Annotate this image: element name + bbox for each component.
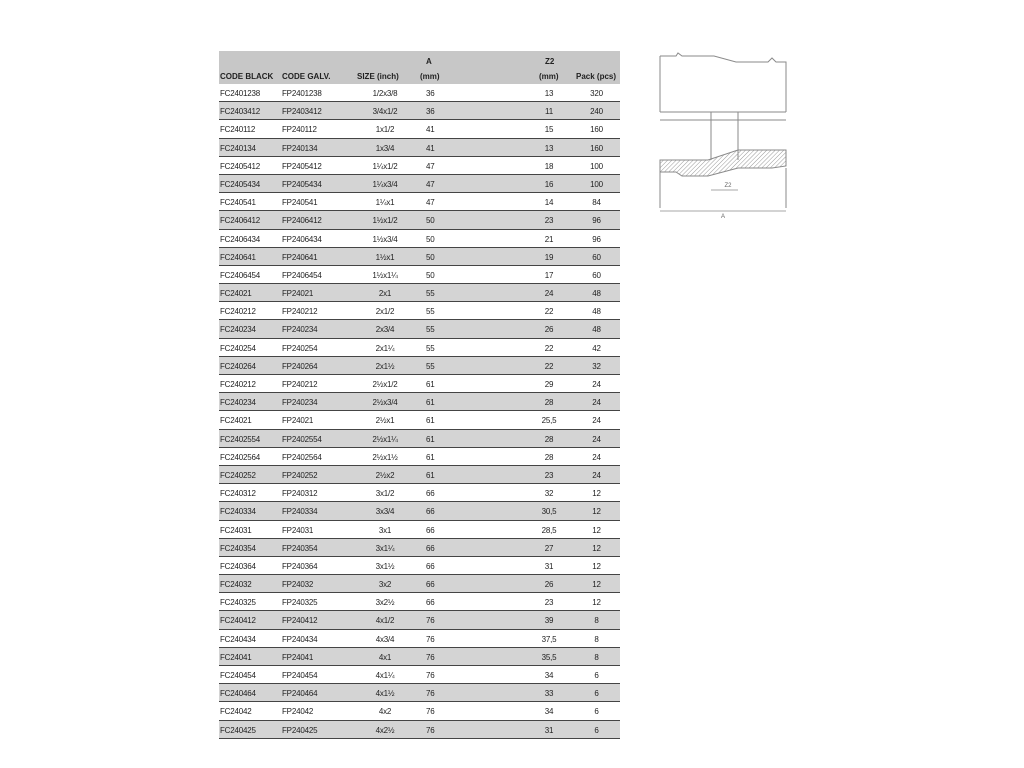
- table-row: [219, 375, 620, 393]
- cell-code-galv: FP240334: [282, 507, 318, 517]
- cell-code-black: FC2402564: [220, 452, 261, 462]
- cell-code-black: FC2402554: [220, 434, 261, 444]
- cell-a: 76: [426, 725, 435, 735]
- table-header: [219, 51, 620, 84]
- cell-code-galv: FP2406412: [282, 216, 322, 226]
- cell-pack: 6: [594, 671, 599, 680]
- cell-code-black: FC2405434: [220, 179, 261, 189]
- table-row: [219, 466, 620, 484]
- cell-code-black: FC24031: [220, 525, 252, 535]
- header-z2-unit: (mm): [539, 72, 559, 81]
- cell-pack: 12: [592, 489, 601, 499]
- cell-pack: 12: [592, 543, 601, 553]
- cell-size: 4x1/2: [375, 616, 395, 626]
- table-row: [219, 211, 620, 229]
- cell-code-black: FC240364: [220, 561, 256, 571]
- cell-a: 55: [426, 307, 435, 317]
- cell-pack: 100: [590, 161, 603, 171]
- cell-pack: 32: [592, 361, 601, 371]
- table-row: [219, 521, 620, 539]
- cell-code-galv: FP240325: [282, 598, 318, 608]
- cell-code-black: FC240325: [220, 598, 256, 608]
- cell-size: 2½x1¼: [372, 434, 398, 444]
- cell-code-black: FC24042: [220, 707, 252, 717]
- cell-pack: 8: [594, 652, 599, 662]
- dimension-z-label: Z2: [724, 183, 732, 189]
- cell-a: 61: [426, 416, 435, 426]
- cell-a: 66: [426, 580, 435, 590]
- cell-pack: 240: [590, 107, 603, 117]
- table-row: [219, 666, 620, 684]
- cell-pack: 8: [594, 634, 599, 644]
- cell-size: 1/2x3/8: [372, 89, 398, 98]
- cell-pack: 24: [592, 470, 601, 480]
- cell-code-galv: FP240312: [282, 489, 318, 499]
- cell-pack: 96: [592, 216, 601, 226]
- cell-size: 2½x1½: [372, 452, 398, 462]
- table-row: [219, 393, 620, 411]
- cell-a: 76: [426, 671, 435, 680]
- cell-z2: 34: [544, 707, 554, 717]
- cell-z2: 32: [544, 489, 554, 499]
- cell-code-galv: FP240254: [282, 343, 318, 353]
- cell-pack: 48: [592, 289, 601, 299]
- cell-code-black: FC2405412: [220, 161, 261, 171]
- cell-z2: 17: [544, 270, 554, 280]
- cell-z2: 26: [544, 325, 554, 335]
- cell-a: 55: [426, 289, 435, 299]
- cell-code-black: FC24021: [220, 416, 252, 426]
- cell-z2: 30,5: [541, 507, 557, 517]
- table-row: [219, 175, 620, 193]
- cell-code-galv: FP2403412: [282, 107, 322, 117]
- cell-size: 4x1½: [375, 689, 395, 699]
- table-row: [219, 484, 620, 502]
- cell-code-galv: FP240252: [282, 470, 318, 480]
- header-code-black: CODE BLACK: [220, 72, 274, 81]
- table-row: [219, 575, 620, 593]
- cell-size: 1½x3/4: [372, 234, 398, 244]
- cell-a: 66: [426, 598, 435, 608]
- cell-z2: 16: [544, 179, 554, 189]
- cell-pack: 6: [594, 725, 599, 735]
- cell-pack: 24: [592, 416, 601, 426]
- cell-code-galv: FP240454: [282, 671, 318, 680]
- cell-code-galv: FP24032: [282, 580, 314, 590]
- table-row: [219, 84, 620, 102]
- cell-size: 3x1: [378, 525, 392, 535]
- cell-z2: 23: [544, 598, 554, 608]
- product-table: [219, 51, 620, 739]
- cell-size: 2x1½: [375, 361, 395, 371]
- cell-code-galv: FP240541: [282, 198, 318, 208]
- cell-z2: 37,5: [541, 634, 557, 644]
- cell-code-galv: FP240425: [282, 725, 318, 735]
- cell-code-galv: FP240434: [282, 634, 318, 644]
- cell-pack: 320: [590, 89, 603, 98]
- table-row: [219, 320, 620, 338]
- table-row: [219, 539, 620, 557]
- cell-pack: 12: [592, 561, 601, 571]
- cell-pack: 96: [592, 234, 601, 244]
- table-row: [219, 102, 620, 120]
- cell-size: 2x1¼: [375, 343, 395, 353]
- cell-z2: 24: [544, 289, 554, 299]
- cell-size: 3/4x1/2: [372, 107, 398, 117]
- cell-code-galv: FP24021: [282, 289, 314, 299]
- cell-size: 4x1¼: [375, 671, 395, 680]
- reducer-fitting-drawing: [648, 48, 798, 220]
- cell-code-galv: FP24031: [282, 525, 314, 535]
- table-body: [219, 84, 620, 739]
- cell-pack: 12: [592, 525, 601, 535]
- table-row: [219, 120, 620, 138]
- cell-code-galv: FP2402564: [282, 452, 322, 462]
- cell-z2: 15: [544, 125, 554, 135]
- cell-a: 41: [426, 143, 435, 153]
- cell-a: 47: [426, 198, 435, 208]
- cell-z2: 28: [544, 398, 554, 408]
- dimension-lines: [660, 190, 786, 211]
- table-row: [219, 684, 620, 702]
- cell-pack: 12: [592, 580, 601, 590]
- cell-code-galv: FP240364: [282, 561, 318, 571]
- cell-z2: 39: [544, 616, 554, 626]
- header-a-unit: (mm): [420, 72, 440, 81]
- cell-a: 76: [426, 616, 435, 626]
- cell-code-black: FC24021: [220, 289, 252, 299]
- cell-code-galv: FP2405412: [282, 161, 322, 171]
- cell-size: 3x1¼: [375, 543, 395, 553]
- cell-pack: 48: [592, 325, 601, 335]
- table-row: [219, 721, 620, 739]
- cell-size: 3x1½: [375, 561, 395, 571]
- table-row: [219, 430, 620, 448]
- cell-code-black: FC24032: [220, 580, 252, 590]
- cell-a: 66: [426, 489, 435, 499]
- cell-pack: 42: [592, 343, 601, 353]
- cell-code-galv: FP240264: [282, 361, 318, 371]
- cell-pack: 24: [592, 434, 601, 444]
- cell-code-galv: FP2405434: [282, 179, 322, 189]
- cell-size: 2½x1: [375, 416, 395, 426]
- cell-z2: 27: [544, 543, 554, 553]
- cell-size: 4x2: [378, 707, 392, 717]
- table-row: [219, 502, 620, 520]
- cell-code-black: FC24041: [220, 652, 252, 662]
- cell-code-black: FC240212: [220, 307, 256, 317]
- cell-size: 1x1/2: [375, 125, 395, 135]
- cell-code-black: FC240641: [220, 252, 256, 262]
- table-row: [219, 248, 620, 266]
- cell-z2: 13: [544, 143, 554, 153]
- cell-z2: 34: [544, 671, 554, 680]
- cell-code-galv: FP2401238: [282, 89, 322, 98]
- cell-a: 50: [426, 234, 435, 244]
- cell-a: 66: [426, 561, 435, 571]
- table-row: [219, 266, 620, 284]
- cell-a: 47: [426, 161, 435, 171]
- cell-code-black: FC2401238: [220, 89, 261, 98]
- cell-size: 2x3/4: [375, 325, 395, 335]
- header-pack: Pack (pcs): [576, 72, 617, 81]
- cell-size: 2x1/2: [375, 307, 395, 317]
- cell-a: 36: [426, 89, 435, 98]
- cell-z2: 22: [544, 361, 554, 371]
- header-code-galv: CODE GALV.: [282, 72, 331, 81]
- cell-code-black: FC240334: [220, 507, 256, 517]
- cell-code-black: FC240254: [220, 343, 256, 353]
- cell-code-galv: FP240234: [282, 325, 318, 335]
- cell-a: 50: [426, 216, 435, 226]
- header-z2: Z2: [545, 57, 555, 66]
- cell-size: 2½x3/4: [372, 398, 398, 408]
- cell-a: 41: [426, 125, 435, 135]
- fitting-section: [660, 150, 786, 176]
- cell-code-galv: FP240112: [282, 125, 317, 135]
- fitting-outline: [660, 53, 786, 208]
- cell-code-galv: FP240212: [282, 380, 318, 389]
- cell-size: 3x3/4: [375, 507, 395, 517]
- cell-size: 2½x2: [375, 470, 395, 480]
- cell-z2: 28,5: [541, 525, 557, 535]
- cell-size: 1½x1/2: [372, 216, 398, 226]
- cell-pack: 60: [592, 252, 601, 262]
- cell-pack: 84: [592, 198, 601, 208]
- table-row: [219, 411, 620, 429]
- cell-z2: 28: [544, 452, 554, 462]
- cell-z2: 28: [544, 434, 554, 444]
- cell-a: 61: [426, 380, 435, 389]
- cell-size: 1¼x1: [375, 198, 395, 208]
- cell-size: 1¼x1/2: [372, 161, 398, 171]
- cell-code-black: FC240425: [220, 725, 256, 735]
- table-row: [219, 357, 620, 375]
- cell-z2: 35,5: [541, 652, 557, 662]
- cell-z2: 21: [544, 234, 554, 244]
- cell-a: 66: [426, 525, 435, 535]
- table-row: [219, 593, 620, 611]
- cell-z2: 22: [544, 343, 554, 353]
- cell-code-black: FC2406434: [220, 234, 261, 244]
- cell-pack: 6: [594, 707, 599, 717]
- cell-a: 61: [426, 452, 435, 462]
- table-row: [219, 702, 620, 720]
- cell-code-galv: FP2406454: [282, 270, 322, 280]
- cell-code-black: FC240434: [220, 634, 256, 644]
- table-row: [219, 230, 620, 248]
- cell-pack: 24: [592, 398, 601, 408]
- table-row: [219, 139, 620, 157]
- cell-z2: 19: [544, 252, 554, 262]
- cell-code-black: FC240454: [220, 671, 256, 680]
- cell-pack: 12: [592, 598, 601, 608]
- cell-pack: 6: [594, 689, 599, 699]
- cell-size: 4x3/4: [375, 634, 395, 644]
- cell-z2: 26: [544, 580, 554, 590]
- cell-pack: 8: [594, 616, 599, 626]
- dimension-a-label: A: [720, 214, 726, 220]
- cell-a: 50: [426, 252, 435, 262]
- cell-a: 61: [426, 434, 435, 444]
- cell-code-black: FC240541: [220, 198, 256, 208]
- cell-code-galv: FP240212: [282, 307, 318, 317]
- cell-code-galv: FP240412: [282, 616, 318, 626]
- cell-a: 36: [426, 107, 435, 117]
- cell-size: 1½x1: [375, 252, 395, 262]
- cell-z2: 18: [544, 161, 554, 171]
- cell-a: 61: [426, 470, 435, 480]
- cell-z2: 14: [544, 198, 554, 208]
- table-row: [219, 448, 620, 466]
- cell-z2: 31: [544, 725, 554, 735]
- cell-size: 4x2½: [375, 725, 395, 735]
- cell-code-black: FC240264: [220, 361, 256, 371]
- cell-z2: 23: [544, 470, 554, 480]
- cell-pack: 24: [592, 452, 601, 462]
- table-row: [219, 630, 620, 648]
- cell-z2: 11: [545, 107, 553, 117]
- cell-code-galv: FP240134: [282, 143, 318, 153]
- cell-a: 55: [426, 343, 435, 353]
- cell-code-black: FC240134: [220, 143, 256, 153]
- cell-code-galv: FP240464: [282, 689, 318, 699]
- cell-code-galv: FP24021: [282, 416, 314, 426]
- cell-code-black: FC2406412: [220, 216, 261, 226]
- cell-a: 55: [426, 325, 435, 335]
- cell-a: 76: [426, 634, 435, 644]
- cell-a: 47: [426, 179, 435, 189]
- cell-a: 61: [426, 398, 435, 408]
- cell-code-black: FC2403412: [220, 107, 261, 117]
- cell-size: 2x1: [378, 289, 392, 299]
- cell-pack: 12: [592, 507, 601, 517]
- cell-pack: 100: [590, 179, 603, 189]
- cell-pack: 60: [592, 270, 601, 280]
- cell-a: 55: [426, 361, 435, 371]
- cell-code-galv: FP24042: [282, 707, 314, 717]
- table-row: [219, 284, 620, 302]
- cell-size: 3x2: [378, 580, 392, 590]
- header-size: SIZE (inch): [357, 72, 399, 81]
- cell-code-black: FC240354: [220, 543, 256, 553]
- cell-z2: 13: [544, 89, 554, 98]
- table-row: [219, 302, 620, 320]
- cell-a: 66: [426, 507, 435, 517]
- cell-code-black: FC2406454: [220, 270, 261, 280]
- cell-code-galv: FP240234: [282, 398, 318, 408]
- cell-pack: 160: [590, 143, 603, 153]
- table-row: [219, 611, 620, 629]
- cell-a: 66: [426, 543, 435, 553]
- cell-code-galv: FP24041: [282, 652, 314, 662]
- table-row: [219, 648, 620, 666]
- table-row: [219, 557, 620, 575]
- cell-pack: 24: [592, 380, 601, 389]
- cell-z2: 29: [544, 380, 554, 389]
- header-a: A: [426, 57, 432, 66]
- table-row: [219, 339, 620, 357]
- cell-pack: 160: [590, 125, 603, 135]
- cell-a: 76: [426, 689, 435, 699]
- cell-code-black: FC240234: [220, 398, 256, 408]
- cell-size: 1x3/4: [375, 143, 395, 153]
- cell-size: 2½x1/2: [372, 380, 398, 389]
- cell-a: 76: [426, 652, 435, 662]
- cell-code-galv: FP240354: [282, 543, 318, 553]
- cell-pack: 48: [592, 307, 601, 317]
- cell-code-black: FC240234: [220, 325, 256, 335]
- cell-z2: 31: [544, 561, 554, 571]
- table-row: [219, 193, 620, 211]
- cell-code-galv: FP2406434: [282, 234, 322, 244]
- cell-size: 4x1: [378, 652, 392, 662]
- cell-size: 3x2½: [375, 598, 395, 608]
- cell-code-galv: FP240641: [282, 252, 318, 262]
- cell-size: 3x1/2: [375, 489, 395, 499]
- cell-z2: 23: [544, 216, 554, 226]
- cell-code-galv: FP2402554: [282, 434, 322, 444]
- cell-a: 76: [426, 707, 435, 717]
- cell-size: 1½x1¼: [372, 270, 398, 280]
- cell-code-black: FC240252: [220, 470, 256, 480]
- cell-a: 50: [426, 270, 435, 280]
- cell-code-black: FC240312: [220, 489, 256, 499]
- cell-z2: 25,5: [541, 416, 557, 426]
- cell-code-black: FC240212: [220, 380, 256, 389]
- cell-z2: 33: [544, 689, 554, 699]
- cell-size: 1¼x3/4: [372, 179, 398, 189]
- cell-code-black: FC240112: [220, 125, 256, 135]
- table-row: [219, 157, 620, 175]
- cell-code-black: FC240464: [220, 689, 256, 699]
- cell-z2: 22: [544, 307, 554, 317]
- cell-code-black: FC240412: [220, 616, 256, 626]
